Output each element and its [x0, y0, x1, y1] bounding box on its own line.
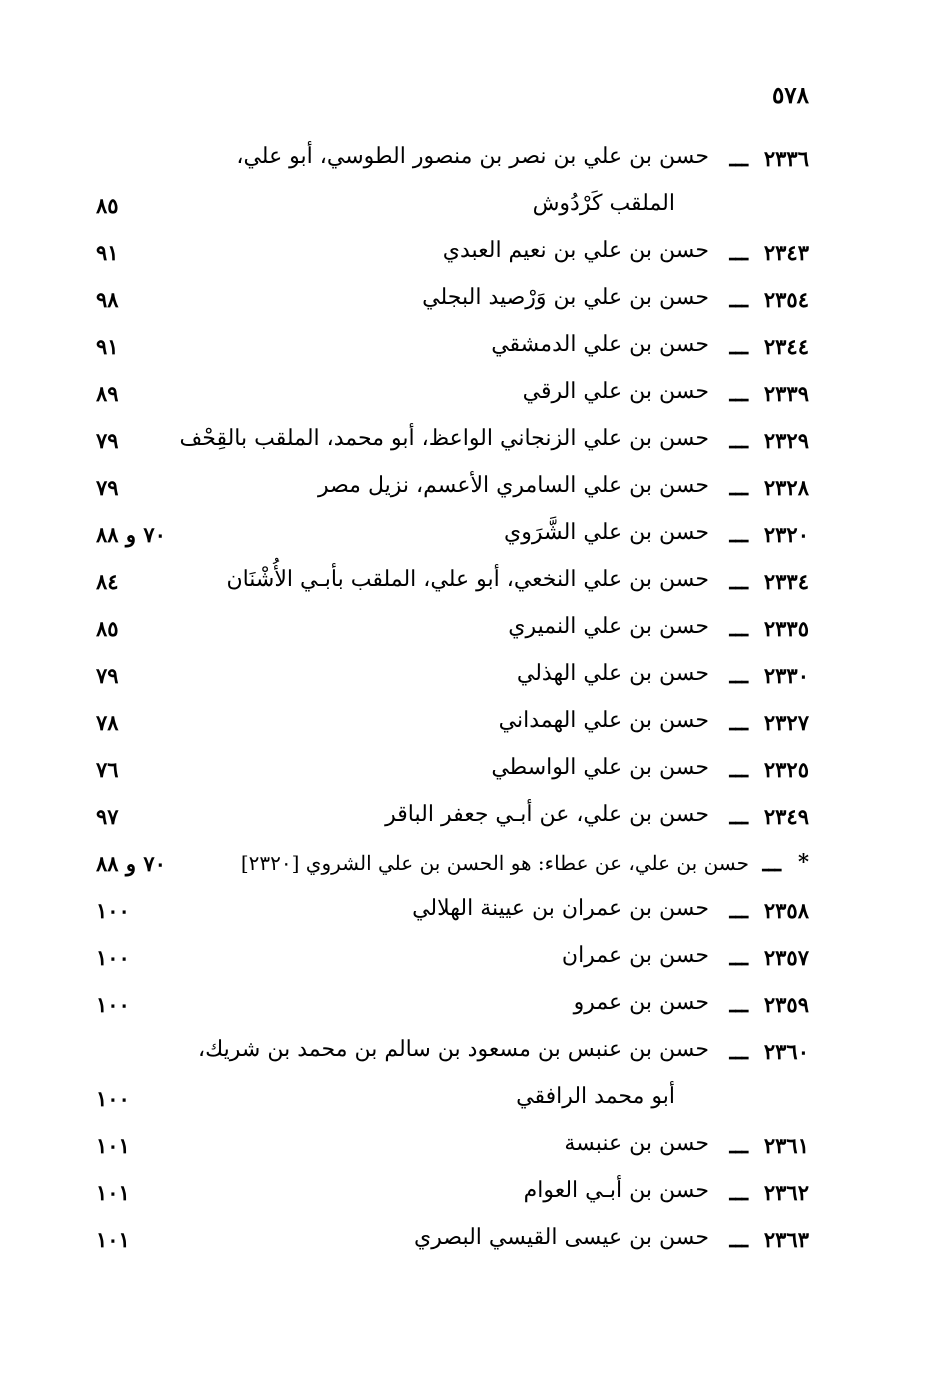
- entry-dash: ـــ: [729, 1133, 748, 1158]
- entry-name: حسن بن علي الشَّرَوي: [504, 520, 709, 545]
- cross-reference-entry: [0, 845, 931, 892]
- entry-pages: ٨٥: [96, 193, 119, 218]
- entry-name: أبو محمد الرافقي: [516, 1084, 675, 1109]
- entry-dash: ـــ: [729, 945, 748, 970]
- entry-number: ٢٣٢٥: [763, 757, 809, 782]
- entry-pages: ١٠١: [96, 1227, 130, 1252]
- entry-name: حسن بن علي بن نعيم العبدي: [442, 238, 709, 263]
- entry-name: حسن بن علي، عن عطاء: هو الحسن بن علي الشروي [٢٣٢٠]: [240, 851, 749, 875]
- entry-pages: ٩٧: [96, 804, 119, 829]
- index-entry-continuation: [0, 187, 931, 234]
- page-number: ٥٧٨: [771, 82, 809, 109]
- entry-dash: ـــ: [729, 569, 748, 594]
- entry-number: ٢٣٦٣: [763, 1227, 809, 1252]
- entry-pages: ١٠٠: [96, 992, 130, 1017]
- entry-pages: ٨٤: [96, 569, 119, 594]
- asterisk-icon: *: [798, 849, 809, 874]
- entry-name: حسن بن علي الهذلي: [516, 661, 709, 686]
- index-entry: [0, 1033, 931, 1080]
- entry-pages: ٧٩: [96, 475, 119, 500]
- index-entry: [0, 140, 931, 187]
- entry-pages: ٨٩: [96, 381, 119, 406]
- index-entry: [0, 281, 931, 328]
- entry-dash: ـــ: [729, 663, 748, 688]
- index-entry-continuation: [0, 1080, 931, 1127]
- entry-name: حسن بن عيسى القيسي البصري: [414, 1225, 709, 1250]
- index-entry: [0, 375, 931, 422]
- entry-name: حسن بن علي الرقي: [522, 379, 709, 404]
- index-entry: [0, 939, 931, 986]
- entry-name: حسن بن علي الهمداني: [498, 708, 709, 733]
- entry-number: ٢٣٦١: [763, 1133, 809, 1158]
- entry-pages: ٧٩: [96, 663, 119, 688]
- entry-number: ٢٣٣٠: [763, 663, 809, 688]
- entry-name: حسن بن علي النميري: [508, 614, 709, 639]
- entry-number: ٢٣٦٢: [763, 1180, 809, 1205]
- index-entry: [0, 751, 931, 798]
- entry-number: ٢٣٥٤: [763, 287, 809, 312]
- index-entry: [0, 892, 931, 939]
- entry-name: حسن بن عمران بن عيينة الهلالي: [412, 896, 709, 921]
- entry-name: حسن بن عمرو: [573, 990, 709, 1015]
- index-entry: [0, 798, 931, 845]
- index-entry: [0, 610, 931, 657]
- index-entry: [0, 1174, 931, 1221]
- entry-number: ٢٣٢٩: [763, 428, 809, 453]
- entry-dash: ـــ: [729, 334, 748, 359]
- entry-name: حسن بن علي بن وَرْصيد البجلي: [422, 285, 709, 310]
- entry-dash: ـــ: [729, 992, 748, 1017]
- entry-pages: ٩١: [96, 334, 119, 359]
- entry-pages: ٧٦: [96, 757, 119, 782]
- entry-number: ٢٣٥٨: [763, 898, 809, 923]
- entry-dash: ـــ: [729, 1039, 748, 1064]
- entry-pages: ٧٨: [96, 710, 119, 735]
- entry-dash: ـــ: [729, 146, 748, 171]
- index-entry: [0, 657, 931, 704]
- entry-pages: ٨٥: [96, 616, 119, 641]
- entry-number: ٢٣٣٥: [763, 616, 809, 641]
- entry-name: حسن بن علي السامري الأعسم، نزيل مصر: [317, 473, 709, 498]
- entry-number: ٢٣٥٩: [763, 992, 809, 1017]
- entry-dash: ـــ: [729, 757, 748, 782]
- entry-dash: ـــ: [729, 1180, 748, 1205]
- entry-pages: ٩٨: [96, 287, 119, 312]
- entry-name: حسن بن علي النخعي، أبو علي، الملقب بأبـي الأُشْنَان: [226, 567, 709, 592]
- index-entry: [0, 516, 931, 563]
- entry-name: الملقب كَرْدُوش: [532, 191, 675, 216]
- entry-dash: ـــ: [729, 1227, 748, 1252]
- entry-dash: ـــ: [729, 240, 748, 265]
- entry-name: حسن بن علي، عن أبـي جعفر الباقر: [385, 802, 709, 827]
- entry-number: ٢٣٥٧: [763, 945, 809, 970]
- index-entry: [0, 986, 931, 1033]
- entry-name: حسن بن علي الزنجاني الواعظ، أبو محمد، الملقب بالقِحْف: [179, 426, 709, 451]
- index-entry: [0, 469, 931, 516]
- index-entry: [0, 1127, 931, 1174]
- entry-number: ٢٣٦٠: [763, 1039, 809, 1064]
- entry-name: حسن بن علي بن نصر بن منصور الطوسي، أبو علي،: [236, 144, 709, 169]
- entry-dash: ـــ: [729, 428, 748, 453]
- entry-name: حسن بن عمران: [561, 943, 709, 968]
- entry-number: ٢٣٤٤: [763, 334, 809, 359]
- entry-pages: ٧٠ و ٨٨: [96, 851, 166, 876]
- index-entry: [0, 234, 931, 281]
- entry-number: ٢٣٢٧: [763, 710, 809, 735]
- entry-pages: ٩١: [96, 240, 119, 265]
- entry-dash: ـــ: [729, 381, 748, 406]
- entry-name: حسن بن أبـي العوام: [523, 1178, 709, 1203]
- entry-pages: ١٠٠: [96, 945, 130, 970]
- entry-number: ٢٣٢٨: [763, 475, 809, 500]
- entry-pages: ١٠٠: [96, 898, 130, 923]
- index-entry: [0, 422, 931, 469]
- entry-name: حسن بن عنبسة: [564, 1131, 709, 1156]
- entry-dash: ـــ: [729, 710, 748, 735]
- index-list: [0, 140, 931, 1268]
- entry-name: حسن بن عنبس بن مسعود بن سالم بن محمد بن شريك،: [198, 1037, 709, 1062]
- entry-pages: ١٠١: [96, 1180, 130, 1205]
- entry-dash: ـــ: [762, 851, 781, 876]
- entry-number: ٢٣٣٤: [763, 569, 809, 594]
- entry-dash: ـــ: [729, 804, 748, 829]
- entry-number: ٢٣٣٩: [763, 381, 809, 406]
- entry-name: حسن بن علي الدمشقي: [491, 332, 709, 357]
- entry-name: حسن بن علي الواسطي: [491, 755, 709, 780]
- entry-pages: ٧٠ و ٨٨: [96, 522, 166, 547]
- entry-dash: ـــ: [729, 287, 748, 312]
- entry-number: ٢٣٢٠: [763, 522, 809, 547]
- entry-pages: ١٠١: [96, 1133, 130, 1158]
- entry-number: ٢٣٣٦: [763, 146, 809, 171]
- entry-dash: ـــ: [729, 616, 748, 641]
- index-entry: [0, 328, 931, 375]
- entry-pages: ١٠٠: [96, 1086, 130, 1111]
- entry-dash: ـــ: [729, 898, 748, 923]
- entry-dash: ـــ: [729, 522, 748, 547]
- index-entry: [0, 704, 931, 751]
- entry-number: ٢٣٤٣: [763, 240, 809, 265]
- index-entry: [0, 1221, 931, 1268]
- entry-number: ٢٣٤٩: [763, 804, 809, 829]
- index-entry: [0, 563, 931, 610]
- entry-dash: ـــ: [729, 475, 748, 500]
- entry-pages: ٧٩: [96, 428, 119, 453]
